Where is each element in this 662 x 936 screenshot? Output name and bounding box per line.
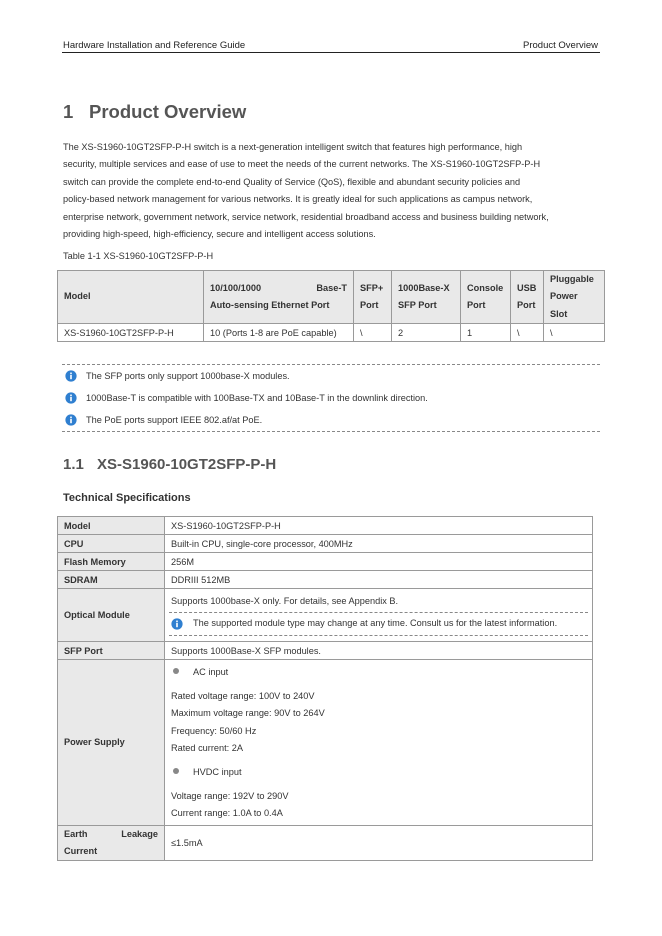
col-console-a: Console	[467, 282, 504, 293]
chapter-title-text: Product Overview	[89, 101, 247, 122]
note-text: The SFP ports only support 1000base-X modules.	[86, 371, 290, 381]
power-line: Rated current: 2A	[171, 743, 244, 754]
power-ac-title-text: AC input	[193, 667, 229, 677]
power-line: Current range: 1.0A to 0.4A	[171, 808, 283, 819]
col-usb-a: USB	[517, 282, 537, 293]
info-icon	[65, 370, 77, 384]
spec-value: 256M	[165, 553, 593, 571]
info-icon	[65, 392, 77, 406]
section-title-text: XS-S1960-10GT2SFP-P-H	[97, 456, 277, 473]
intro-line: providing high-speed, high-efficiency, secure and intelligent access solutions.	[63, 229, 376, 240]
power-line: Frequency: 50/60 Hz	[171, 725, 257, 736]
col-slot-b: Power	[550, 291, 578, 302]
table-row	[58, 825, 593, 860]
table-row	[58, 553, 593, 571]
spec-value: DDRIII 512MB	[165, 571, 593, 589]
optical-text: Supports 1000base-X only. For details, see Appendix B.	[171, 595, 399, 606]
section-title	[63, 456, 276, 473]
table-row	[58, 571, 593, 589]
col-ethernet	[204, 271, 354, 324]
cell-usb: \	[511, 324, 544, 342]
power-line: Voltage range: 192V to 290V	[171, 790, 289, 801]
model-ports-table	[57, 270, 605, 342]
subsection-title: Technical Specifications	[63, 492, 191, 504]
power-dc-title	[171, 764, 586, 782]
intro-paragraph	[63, 139, 599, 243]
spec-value: Built-in CPU, single-core processor, 400MHz	[165, 535, 593, 553]
col-basex-b: SFP Port	[398, 300, 437, 311]
intro-line: The XS-S1960-10GT2SFP-P-H switch is a next-generation intelligent switch that features high performance, high	[63, 142, 523, 152]
cell-basex: 2	[392, 324, 461, 342]
spec-label-leakage	[58, 825, 165, 860]
col-console	[461, 271, 511, 324]
leak-label-b: Leakage	[121, 828, 158, 839]
spec-table	[57, 516, 593, 861]
leak-label-c: Current	[64, 845, 98, 856]
leak-label-a: Earth	[64, 828, 88, 839]
col-sfp-a: SFP+	[360, 282, 384, 293]
spec-label: SFP Port	[58, 642, 165, 660]
col-usb	[511, 271, 544, 324]
spec-value-power	[165, 660, 593, 826]
col-ethernet-b: Base-T	[316, 282, 347, 293]
col-console-b: Port	[467, 300, 486, 311]
col-slot-a: Pluggable	[550, 274, 594, 284]
cell-model: XS-S1960-10GT2SFP-P-H	[58, 324, 204, 342]
header-left: Hardware Installation and Reference Guide	[63, 40, 246, 51]
optical-note	[169, 612, 588, 636]
cell-slot: \	[544, 324, 605, 342]
spec-value-optical	[165, 589, 593, 642]
table-caption: Table 1-1 XS-S1960-10GT2SFP-P-H	[63, 251, 214, 261]
spec-value: ≤1.5mA	[165, 825, 593, 860]
table-row	[58, 535, 593, 553]
chapter-title	[63, 101, 246, 123]
intro-line: policy-based network management for various networks. It is greatly ideal for such applications as campus network,	[63, 194, 533, 205]
spec-label: Optical Module	[58, 589, 165, 642]
bullet-icon	[173, 768, 179, 774]
power-ac-title	[171, 664, 586, 682]
col-usb-b: Port	[517, 300, 536, 311]
spec-label: SDRAM	[58, 571, 165, 589]
intro-line: security, multiple services and ease of use to meet the needs of the current networks. The XS-S1960-10GT2SFP-P-H	[63, 159, 541, 170]
power-line: Maximum voltage range: 90V to 264V	[171, 708, 325, 719]
spec-label: Model	[58, 517, 165, 535]
info-icon	[171, 618, 183, 632]
section-number: 1.1	[63, 456, 84, 473]
col-basex	[392, 271, 461, 324]
power-line: Rated voltage range: 100V to 240V	[171, 690, 315, 701]
page-header	[62, 38, 600, 53]
table-row	[58, 642, 593, 660]
col-ethernet-c: Auto-sensing Ethernet Port	[210, 300, 330, 311]
col-power-slot	[544, 271, 605, 324]
header-right: Product Overview	[523, 40, 598, 51]
chapter-number: 1	[63, 101, 74, 122]
spec-label: Power Supply	[58, 660, 165, 826]
col-ethernet-a: 10/100/1000	[210, 282, 262, 293]
spec-value: Supports 1000Base-X SFP modules.	[165, 642, 593, 660]
notes-box	[62, 364, 600, 432]
spec-label: Flash Memory	[58, 553, 165, 571]
table-row	[58, 324, 605, 342]
spec-value: XS-S1960-10GT2SFP-P-H	[165, 517, 593, 535]
cell-sfp: \	[354, 324, 392, 342]
intro-line: switch can provide the complete end-to-end Quality of Service (QoS), flexible and abundant security policies and	[63, 176, 521, 187]
col-sfp-b: Port	[360, 300, 379, 311]
table-row	[58, 589, 593, 642]
info-icon	[65, 414, 77, 428]
col-basex-a: 1000Base-X	[398, 282, 450, 293]
power-dc-title-text: HVDC input	[193, 766, 242, 777]
cell-ethernet: 10 (Ports 1-8 are PoE capable)	[204, 324, 354, 342]
intro-line: enterprise network, government network, service network, residential broadband access and business building network,	[63, 211, 549, 222]
note-text: The PoE ports support IEEE 802.af/at PoE.	[86, 415, 263, 425]
col-slot-c: Slot	[550, 308, 568, 319]
table-row	[58, 660, 593, 826]
col-sfp	[354, 271, 392, 324]
spec-label: CPU	[58, 535, 165, 553]
note-text: 1000Base-T is compatible with 100Base-TX and 10Base-T in the downlink direction.	[86, 393, 428, 403]
table-row	[58, 517, 593, 535]
optical-note-text: The supported module type may change at any time. Consult us for the latest information.	[193, 617, 558, 628]
bullet-icon	[173, 668, 179, 674]
table-header-row	[58, 271, 605, 324]
col-model: Model	[58, 271, 204, 324]
cell-console: 1	[461, 324, 511, 342]
